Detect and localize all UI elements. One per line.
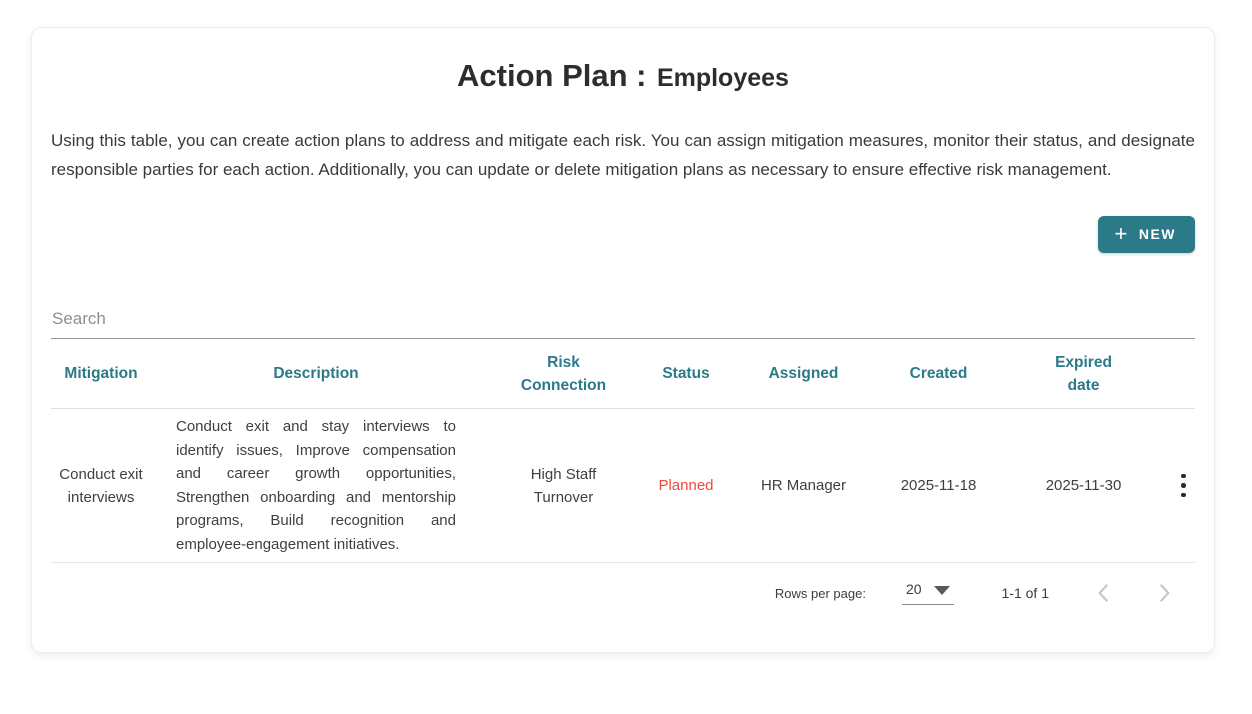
- column-header-status: Status: [662, 365, 710, 382]
- cell-description: Conduct exit and stay interviews to identify issues, Improve compensation and career growth opportunities, Strengthen onboarding and mentorship programs, Build recognition and employee-engagement initiatives.: [176, 418, 456, 553]
- chevron-left-icon: [1091, 580, 1117, 606]
- column-header-mitigation: Mitigation: [64, 365, 138, 382]
- column-header-description: Description: [273, 365, 359, 382]
- column-header-assigned: Assigned: [768, 365, 839, 382]
- cell-assigned: HR Manager: [760, 477, 847, 494]
- page-title-sub: Employees: [656, 64, 789, 92]
- new-button[interactable]: [1098, 216, 1195, 253]
- page-title: [51, 56, 1195, 96]
- next-page-button[interactable]: [1147, 576, 1181, 610]
- page-title-main: Action Plan :: [457, 58, 647, 93]
- pagination-bar: [51, 563, 1195, 623]
- plus-icon: +: [1114, 221, 1129, 246]
- cell-expired-date: 2025-11-30: [1045, 477, 1122, 494]
- search-input[interactable]: [51, 309, 1195, 339]
- column-header-expired-date: Expired date: [1055, 353, 1112, 394]
- page-description: Using this table, you can create action plans to address and mitigate each risk. You can assign mitigation measures, monitor their status, and designate responsible parties for each action. Additionally, you can update or delete mitigation plans as necessary to ensure effective risk management.: [51, 131, 1195, 179]
- cell-mitigation: Conduct exit interviews: [59, 465, 143, 506]
- new-button-label: NEW: [1138, 226, 1176, 242]
- rows-per-page-value: 20: [905, 581, 922, 597]
- dropdown-arrow-icon: [934, 586, 950, 595]
- search-container: [51, 309, 1195, 339]
- previous-page-button[interactable]: [1087, 576, 1121, 610]
- cell-created: 2025-11-18: [900, 477, 977, 494]
- column-header-risk-connection: Risk Connection: [520, 353, 607, 394]
- table-row: [51, 409, 1195, 563]
- cell-status: Planned: [658, 477, 714, 494]
- rows-per-page-select[interactable]: [902, 581, 954, 605]
- column-header-created: Created: [909, 365, 968, 382]
- table-header-row: [51, 339, 1195, 409]
- cell-risk-connection: High Staff Turnover: [530, 465, 597, 506]
- action-plan-card: [31, 27, 1215, 653]
- rows-per-page-label: Rows per page:: [774, 585, 866, 601]
- more-vert-icon: [1181, 474, 1186, 479]
- row-actions-button[interactable]: [1171, 468, 1196, 504]
- toolbar: [51, 216, 1195, 253]
- chevron-right-icon: [1151, 580, 1177, 606]
- pagination-range-label: 1-1 of 1: [1001, 585, 1049, 601]
